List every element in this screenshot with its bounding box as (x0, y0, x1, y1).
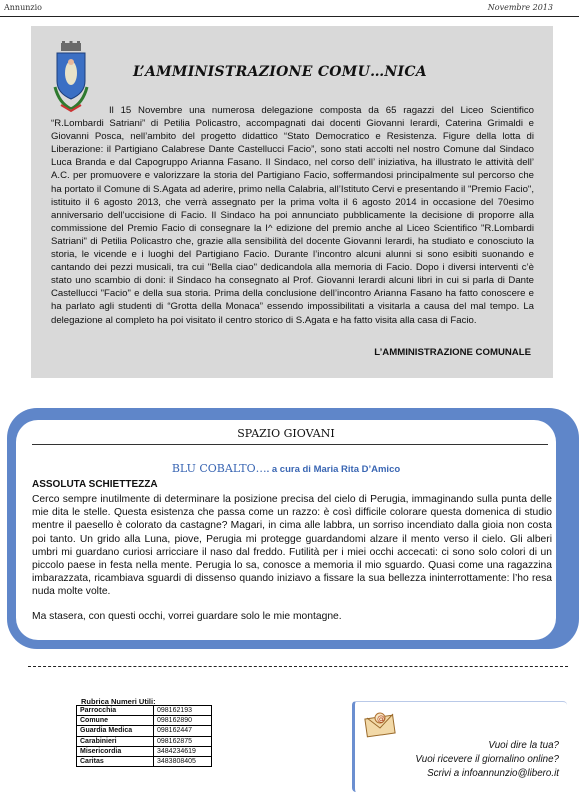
admin-title: L’AMMINISTRAZIONE COMU…NICA (133, 64, 427, 80)
header-rule (0, 16, 579, 17)
article-closing: Ma stasera, con questi occhi, vorrei guardare solo le mie montagne. (32, 611, 342, 622)
table-row (77, 746, 212, 756)
section-rule (32, 444, 548, 445)
column-curator: . a cura di Maria Rita D’Amico (266, 464, 401, 475)
contact-email-line[interactable]: Scrivi a infoannunzio@libero.it (427, 768, 559, 779)
dashed-separator (28, 666, 568, 668)
contact-name: Caritas (77, 756, 154, 766)
admin-paragraph: Il 15 Novembre una numerosa delegazione composta da 65 ragazzi del Liceo Scientifico “R.Lombardi Satriani” di Petilia Policastro, accompagnati dai docenti Giovanni Ierardi, Caterina Grimaldi e Giovanni Posca, nell’ambito del progetto didattico “Stato Democratico e Resistenza. Figure della lotta di Liberazione: il Partigiano Calabrese Dante Castellucci Facio”, sono stati accolti nel nostro Comune dal Sindaco Luca Branda e dal Capogruppo Arianna Fasano. Il Sindaco, nel corso dell’ iniziativa, ha illustrato le attività dell’ A.C. per promuovere e valorizzare la storia del Partigiano Facio, soffermandosi principalmente sul percorso che ha portato il Comune di S.Agata ad aderire, primo nella Calabria, all’Istituto Cervi e presentando il "Premio Facio", istituito il 6 agosto 2013, che verrà assegnato per la prima volta il 6 agosto 2014 in occasione del 70esimo anniversario dell’uccisione di Facio. Il Sindaco ha poi annunciato pubblicamente la decisione di proporre alla commissione del Premio Facio di consegnare la I^ edizione del premio anche al Liceo Scientifico "R.Lombardi Satriani" di Petilia Policastro che, grazie alla sensibilità del docente Giovanni Ierardi, ha studiato e conosciuto la storia, le vicende e i luoghi del Partigiano Facio. Durante l’incontro alcuni alunni si sono esibiti suonando e cantando dei pezzi musicali, tra cui "Bella ciao" dedicandola alla memoria di Facio. Dopo i diversi interventi c’è stato uno scambio di doni: il Sindaco ha consegnato al Prof. Giovanni Ierardi alcuni libri in cui si parla di Dante Castellucci "Facio" e della sua storia. Prima della conclusione dell’incontro Arianna Fasano ha fatto conoscere e ha parlato agli studenti di “Grotta della Monaca” essendo impossibilitati a visitarla a causa del mal tempo. La delegazione al completo ha poi visitato il centro storico di S.Agata e ha fatto visita alla casa di Facio. (51, 105, 534, 326)
rubrica-table (76, 705, 212, 767)
admin-article-body (51, 104, 534, 327)
table-row (77, 756, 212, 766)
article-title: ASSOLUTA SCHIETTEZZA (32, 479, 158, 490)
section-title: SPAZIO GIOVANI (237, 427, 335, 440)
contact-name: Parrocchia (77, 706, 154, 716)
table-row (77, 716, 212, 726)
contact-number: 3484234619 (154, 746, 212, 756)
contact-box (352, 701, 567, 792)
contact-number: 098162875 (154, 736, 212, 746)
contact-number: 098162193 (154, 706, 212, 716)
header-masthead: Annunzio (4, 3, 42, 12)
table-row (77, 726, 212, 736)
contact-name: Guardia Medica (77, 726, 154, 736)
column-byline (16, 459, 556, 477)
admin-signature: L’AMMINISTRAZIONE COMUNALE (374, 347, 531, 358)
contact-line-question: Vuoi dire la tua? (488, 740, 559, 751)
contact-name: Carabinieri (77, 736, 154, 746)
contact-line-newsletter: Vuoi ricevere il giornalino online? (415, 754, 559, 765)
contact-name: Misericordia (77, 746, 154, 756)
article-paragraph: Cerco sempre inutilmente di determinare la posizione precisa del cielo di Perugia, immaginando sulla punta delle mie dita le stelle. Questa esistenza che passa come un razzo: è così difficile colorare questa domenica di studio mentre il paesello è colorato da castagne? Magari, in cima alle labbra, un sorriso incendiato dalla gioia non costa poi tanto. Un grido alla Luna, piove, Perugia mi protegge guardandomi alzare il mento verso il cielo. Gli alberi umbri mi guardano curiosi arricciare il naso dal freddo. Futilità per i miei occhi accecati: ci sono solo colori di un piccolo paese in festa nella mente. Perugia lo sa, conosce a memoria il mio sguardo. Quasi come una ragazzina imbarazzata, ricambiava sguardi di dissenso quando iniziavo a fissare la sua bellezza ininterrottamente: l’ho resa nuda molte volte. (32, 494, 552, 598)
contact-number: 098162447 (154, 726, 212, 736)
header-date: Novembre 2013 (487, 3, 553, 12)
contact-number: 3483808405 (154, 756, 212, 766)
table-row (77, 736, 212, 746)
contact-name: Comune (77, 716, 154, 726)
table-row (77, 706, 212, 716)
administration-box (31, 26, 553, 378)
mail-envelope-icon (363, 708, 397, 738)
rubrica-title: Rubrica Numeri Utili: (81, 697, 156, 706)
column-name: BLU COBALTO… (171, 462, 267, 475)
page-header (0, 3, 579, 15)
svg-text:@: @ (377, 714, 385, 723)
contact-number: 098162890 (154, 716, 212, 726)
contact-text (415, 739, 559, 781)
article-body (32, 493, 552, 599)
